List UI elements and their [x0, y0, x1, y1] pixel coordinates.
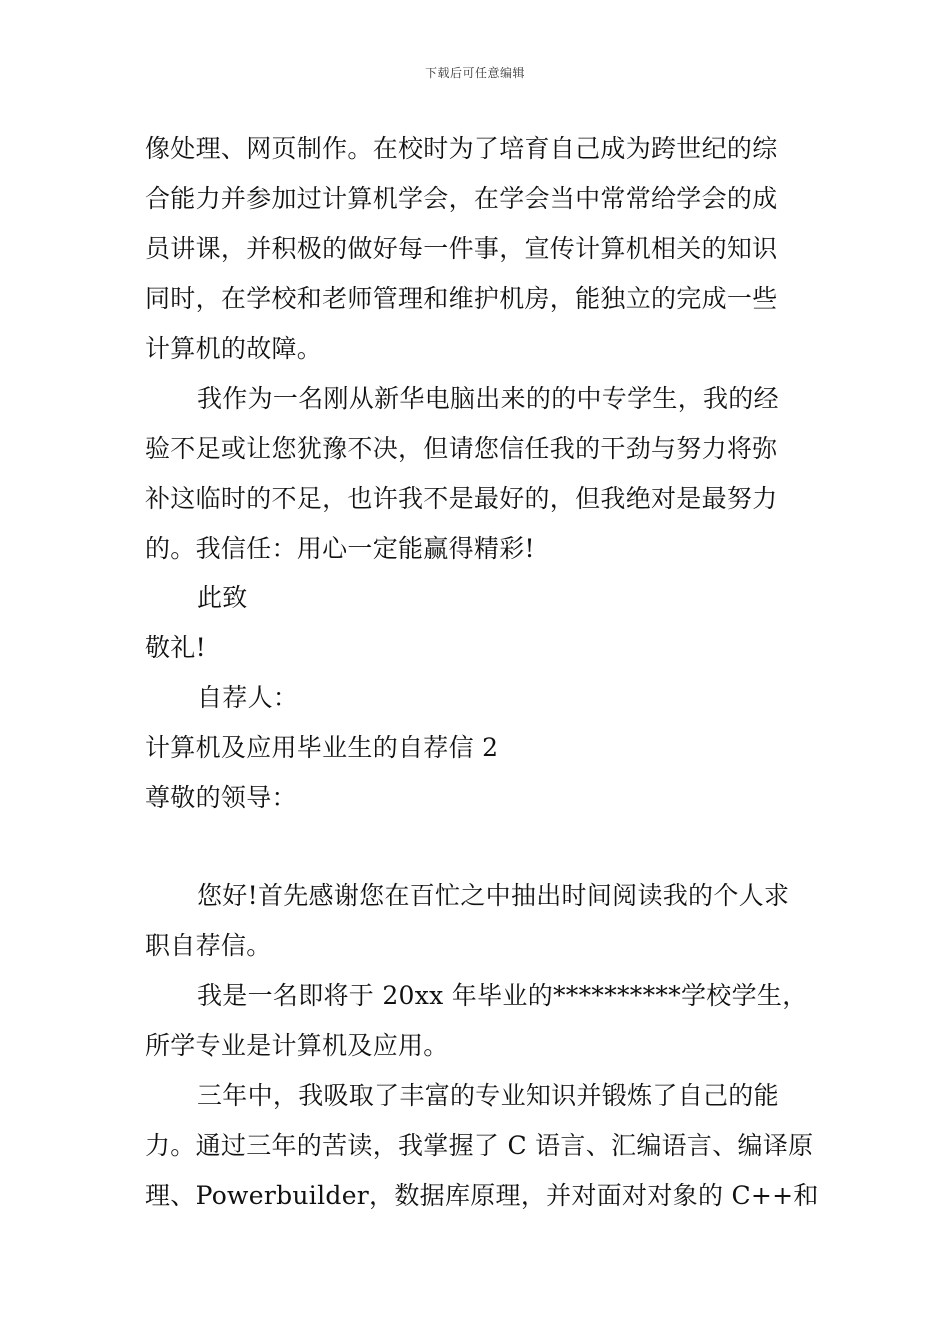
body-line-2: 合能力并参加过计算机学会，在学会当中常常给学会的成 [145, 184, 778, 213]
body-line-3: 员讲课，并积极的做好每一件事，宣传计算机相关的知识 [145, 234, 778, 263]
body-line-12: 我是一名即将于 20xx 年毕业的**********学校学生， [197, 981, 808, 1010]
body-line-8: 补这临时的不足，也许我不是最好的，但我绝对是最努力 [145, 484, 778, 513]
body-line-5: 计算机的故障。 [145, 334, 323, 363]
greeting: 尊敬的领导： [145, 783, 297, 812]
body-line-9: 的。我信任：用心一定能赢得精彩! [145, 534, 535, 563]
body-line-11: 职自荐信。 [145, 931, 272, 960]
closing-regards: 敬礼! [145, 633, 206, 662]
body-line-10: 您好!首先感谢您在百忙之中抽出时间阅读我的个人求 [197, 881, 790, 910]
body-line-1: 像处理、网页制作。在校时为了培育自己成为跨世纪的综 [145, 134, 778, 163]
closing-salutation: 此致 [197, 583, 248, 612]
body-line-6: 我作为一名刚从新华电脑出来的的中专学生，我的经 [197, 384, 779, 413]
body-line-16: 理、Powerbuilder，数据库原理，并对面对对象的 C++和 [145, 1181, 819, 1210]
body-line-15: 力。通过三年的苦读，我掌握了 C 语言、汇编语言、编译原 [145, 1131, 814, 1160]
body-line-4: 同时，在学校和老师管理和维护机房，能独立的完成一些 [145, 284, 778, 313]
page-header: 下载后可任意编辑 [424, 66, 525, 80]
signature-label: 自荐人： [197, 683, 299, 712]
body-line-13: 所学专业是计算机及应用。 [145, 1031, 449, 1060]
body-line-14: 三年中，我吸取了丰富的专业知识并锻炼了自己的能 [197, 1081, 779, 1110]
body-line-7: 验不足或让您犹豫不决，但请您信任我的干劲与努力将弥 [145, 434, 778, 463]
section-title: 计算机及应用毕业生的自荐信 2 [145, 733, 499, 762]
